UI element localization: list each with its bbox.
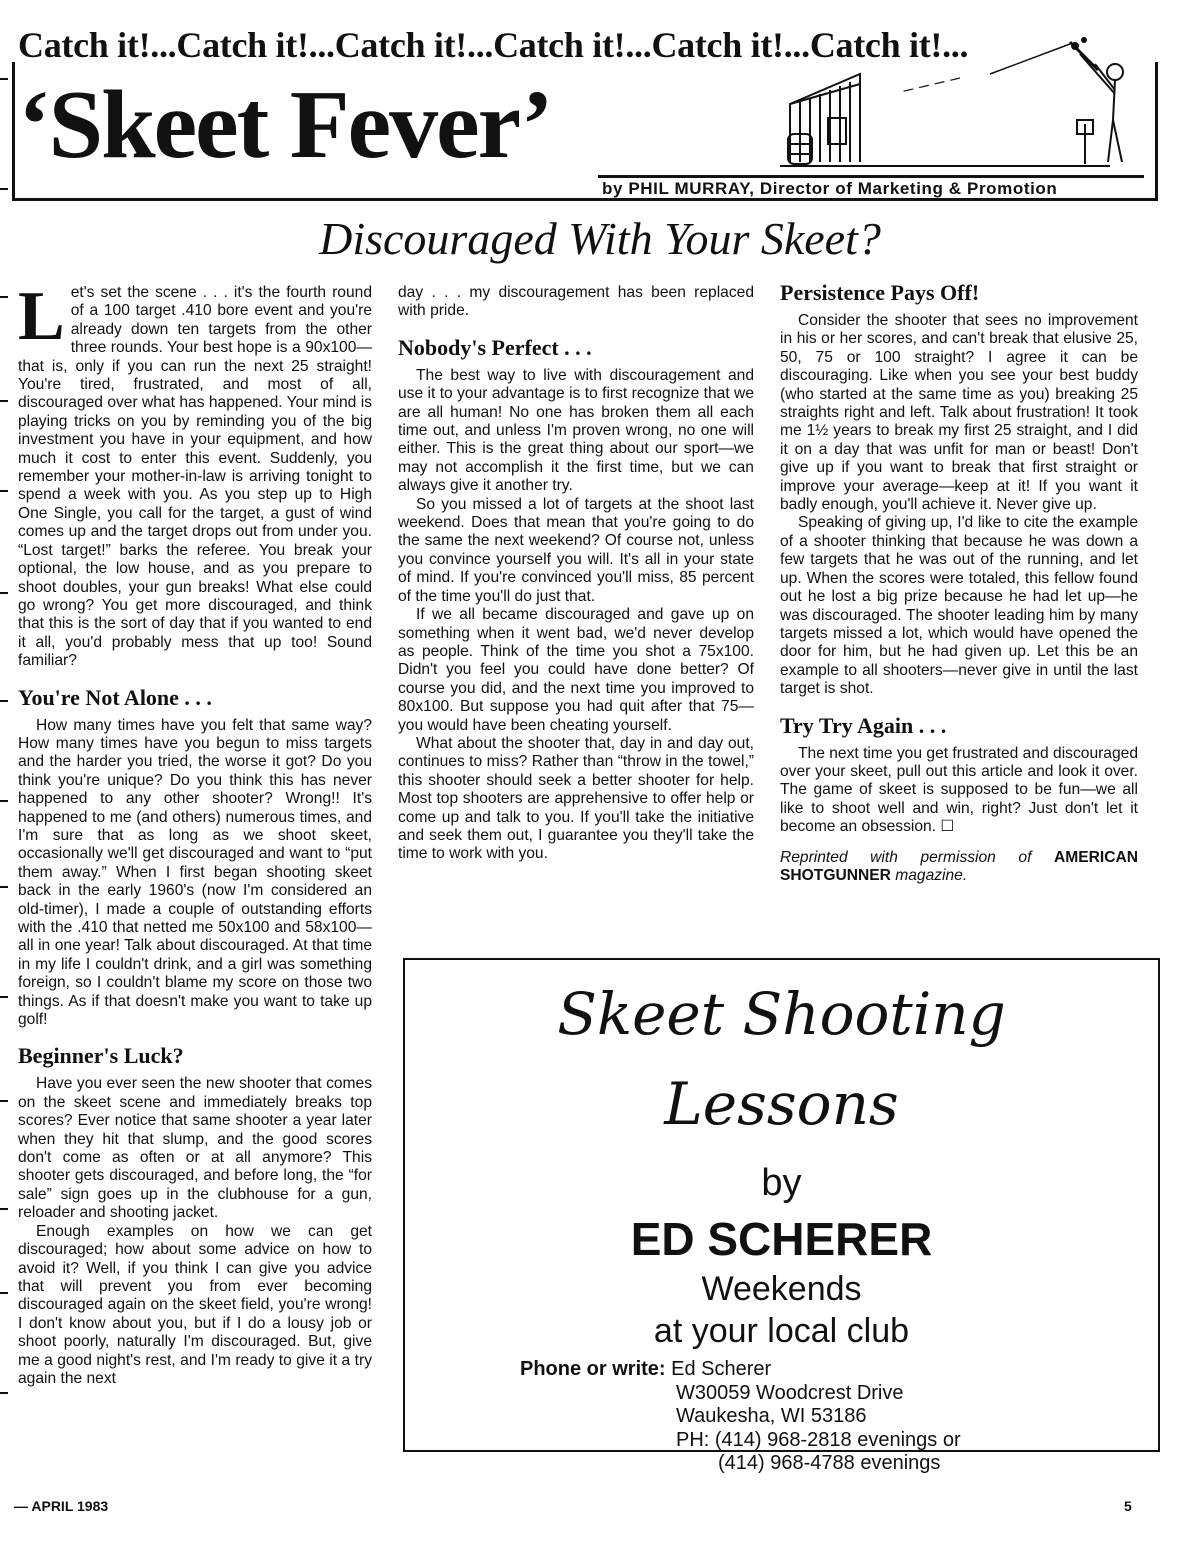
page-title: ‘Skeet Fever’ <box>18 71 552 179</box>
credit-magazine: AMERICAN SHOTGUNNER <box>780 848 1138 884</box>
issue-date: — APRIL 1983 <box>14 1498 109 1514</box>
margin-tick <box>0 1100 8 1102</box>
ad-script-title-line1: Skeet Shooting <box>557 980 1006 1048</box>
margin-tick <box>0 1208 8 1210</box>
margin-tick <box>0 592 8 594</box>
section-heading-not-alone: You're Not Alone . . . <box>18 684 212 710</box>
credit-prefix: Reprinted with permission of <box>780 848 1054 866</box>
paragraph: How many times have you felt that same way? How many times have you begun to miss targets and the harder you tried, the worse it got? Do you think you're unique? Do you think this has never happened to any other shooter? Wrong!! It's happened to me (and others) numerous times, and I'm sure that as long as we shoot skeet, occasionally we'll get discouraged and want to “put them away.” When I first began shooting skeet back in the early 1960's (now I'm considered an old-timer), I made a couple of outstanding efforts with the .410 that netted me 50x100 and 58x100—all in one year! Talk about discouraged. At that time in my life I couldn't drink, and a girl was something foreign, so I couldn't blame my score on those two things. As if that doesn't make you want to take up golf! <box>18 716 372 1029</box>
paragraph: The next time you get frustrated and discouraged over your skeet, pull out this article and look it over. The game of skeet is supposed to be fun—we all like to shoot well and win, right? Just don't let it become an obsession. ☐ <box>780 744 1138 836</box>
paragraph: So you missed a lot of targets at the shoot last weekend. Does that mean that you're going to do the same the next weekend? Of course not, unless you convince yourself you will. It's all in your state of mind. If you're convinced you'll miss, 85 percent of the time you'll do just that. <box>398 495 754 605</box>
paragraph: day . . . my discouragement has been replaced with pride. <box>398 284 754 320</box>
paragraph: The best way to live with discouragement and use it to your advantage is to first recognize that we are all human! No one has broken them all each time out, and unless I'm proven wrong, no one will either. This is the great thing about our sport—we may not accomplish it the first time, but we can always give it another try. <box>398 366 754 495</box>
drop-cap: L <box>18 278 65 355</box>
margin-tick <box>0 296 8 298</box>
ad-phone-1: PH: (414) 968-2818 evenings or <box>676 1428 961 1451</box>
article-column-3 <box>780 270 1138 885</box>
ad-by: by <box>761 1162 802 1204</box>
skeet-range-illustration <box>780 34 1150 174</box>
margin-tick <box>0 1392 8 1394</box>
reprint-credit <box>780 849 1138 886</box>
ad-contact-name: Ed Scherer <box>671 1358 772 1380</box>
paragraph: Have you ever seen the new shooter that comes on the skeet scene and immediately breaks top scores? Ever notice that same shooter a year later when they hit that slump, and the good scores don't come as often or at all anymore? This shooter gets discouraged, and before long, the “for sale” sign goes up in the clubhouse for a gun, reloader and shooting jacket. <box>18 1075 372 1222</box>
paragraph: If we all became discouraged and gave up on something when it went bad, we'd never develop as people. Think of the time you shot a 75x100. Didn't you feel you could have done better? Of course you did, and the next time you improved to 80x100. But suppose you had quit after that 75—you would have been cheating yourself. <box>398 606 754 734</box>
section-heading-persistence: Persistence Pays Off! <box>780 280 980 305</box>
intro-text: et's set the scene . . . it's the fourth round of a 100 target .410 bore event and you're already down ten targets from the other three rounds. Your best hope is a 90x100—that is, only if you can run the next 25 straight! You're tired, frustrated, and most of all, discouraged over what has happened. Your mind is playing tricks on you by reminding you of the big investment you have in your equipment, and how much it cost to enter this event. Suddenly, you remember your mother-in-law is arriving tonight to spend a week with you. As you step up to High One Single, you call for the target, a gust of wind comes up and the target drops out from under you. “Lost target!” barks the referee. You break your optional, the low house, and as you prepare to shoot doubles, your gun breaks! What else could go wrong? You get more discouraged, and think that this is the sort of day that if you wanted to end it all, you'd probably mess that up too! Sound familiar? <box>18 284 372 670</box>
ad-line-weekends: Weekends <box>701 1270 862 1308</box>
paragraph: Speaking of giving up, I'd like to cite the example of a shooter thinking that because he was down a few targets that he was out of the running, and let up. When the scores were totaled, this fellow found out he lost a big prize because he had let up—he was discouraged. The shooter leading him by many targets missed a lot, which would have opened the door for him, but he had given up. Let this be an example to all shooters—never give in until the last target is shot. <box>780 514 1138 698</box>
article-column-2 <box>398 284 754 864</box>
margin-tick <box>0 400 8 402</box>
margin-tick <box>0 188 8 190</box>
ad-phone-2: (414) 968-4788 evenings <box>718 1452 941 1474</box>
margin-tick <box>0 700 8 702</box>
ad-contact-label: Phone or write: <box>520 1358 666 1380</box>
margin-tick <box>0 886 8 888</box>
margin-tick <box>0 800 8 802</box>
intro-paragraph <box>18 278 372 671</box>
ad-address-1: W30059 Woodcrest Drive <box>676 1381 904 1404</box>
ad-instructor-name: ED SCHERER <box>630 1213 933 1265</box>
ad-address-2: Waukesha, WI 53186 <box>676 1405 867 1427</box>
margin-tick <box>0 1292 8 1294</box>
margin-tick <box>0 490 8 492</box>
byline: by PHIL MURRAY, Director of Marketing & Promotion <box>598 175 1144 197</box>
article-column-1 <box>18 278 372 1388</box>
section-heading-beginners-luck: Beginner's Luck? <box>18 1043 184 1069</box>
margin-tick <box>0 78 8 80</box>
paragraph: Consider the shooter that sees no improvement in his or her scores, and can't break that elusive 25, 50, 75 or 100 straight? I agree it can be discouraging. Like when you see your best buddy (who started at the same time as you) breaking 25 straights right and left. Talk about frustration! It took me 1½ years to break my first 25 straight, and I did it on a day that was unfit for man or beast! Don't give up if you want to break that first straight or improve your average—keep at it! If you want it badly enough, you'll achieve it. Never give up. <box>780 312 1138 514</box>
article-headline: Discouraged With Your Skeet? <box>319 213 881 264</box>
credit-suffix: magazine. <box>890 866 968 884</box>
section-heading-try-again: Try Try Again . . . <box>780 712 947 738</box>
section-heading-nobodys-perfect: Nobody's Perfect . . . <box>398 334 592 360</box>
margin-tick <box>0 996 8 998</box>
masthead-kicker: Catch it!...Catch it!...Catch it!...Catch it!...Catch it!...Catch it!... <box>18 25 969 65</box>
ad-contact-line <box>520 1358 961 1382</box>
paragraph: Enough examples on how we can get discouraged; how about some advice on how to avoid it? Well, if you think I can give you advice that will prevent you from ever becoming discouraged again on the skeet field, you're wrong! I don't know about you, but if I do a lousy job or shoot poorly, naturally I'm discouraged. But, give me a good night's rest, and I'm ready to give it a try again the next <box>18 1222 372 1387</box>
ad-contact-block <box>520 1358 961 1476</box>
ad-script-title-line2: Lessons <box>664 1070 899 1138</box>
ad-line-local-club: at your local club <box>653 1312 910 1350</box>
page-number: 5 <box>1124 1498 1132 1514</box>
paragraph: What about the shooter that, day in and day out, continues to miss? Rather than “throw in the towel,” this shooter should seek a better shooter for help. Most top shooters are apprehensive to offer help or come up and talk to you. If you'll take the initiative and seek them out, I guarantee you they'll take the time to work with you. <box>398 734 754 863</box>
